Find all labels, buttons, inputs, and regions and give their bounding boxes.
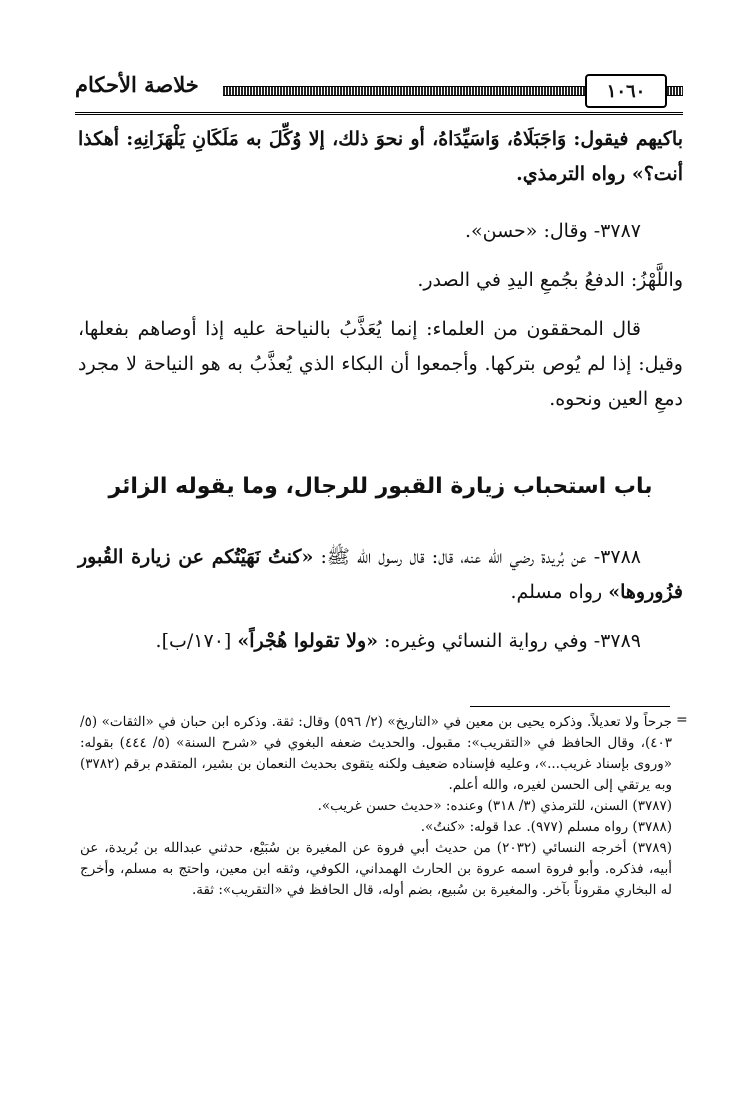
hadith-3789	[78, 624, 683, 659]
footnote: جرحاً ولا تعديلاً. وذكره يحيى بن معين في «التاريخ» (٢/ ٥٩٦) وقال: ثقة. وذكره ابن حبان في «الثقات» (٥/ ٤٠٣)، وقال الحافظ في «التقريب»: مقبول. والحديث ضعفه البغوي في «شرح السنة» (٥/ ٤٤٤) بقوله: «وروى بإسناد غريب...»، وعليه فإسناده ضعيف ولكنه يتقوى بحديث النعمان بن بشير، المتقدم برقم (٣٧٨٢) وبه يرتقي إلى الحسن لغيره، والله أعلم.	[80, 714, 672, 793]
footnote-continuation-mark: =	[676, 712, 688, 728]
footnote: (٣٧٨٩) أخرجه النسائي (٢٠٣٢) من حديث أبي فروة عن المغيرة بن سُبَيْع، حدثني عبدالله بن بُريدة، عن أبيه، فذكره. وأبو فروة اسمه عروة بن الحارث الهمداني، الكوفي، وثقه ابن معين، واحتج به مسلم، وأخرج له البخاري مقروناً بآخر. والمغيرة بن سُبيع، بضم أوله، قال الحافظ في «التقريب»: ثقة.	[80, 840, 672, 898]
hadith-prefix: ٣٧٨٨- عن بُريدة رضي الله عنه، قال: قال رسول الله ﷺ:	[313, 546, 641, 568]
running-title: خلاصة الأحكام	[75, 72, 199, 97]
hadith-quote: «كنتُ نَهَيْتُكم عن زيارة القُبور فزُوروها»	[78, 546, 683, 603]
hadith-suffix: [١٧٠/ب].	[155, 630, 238, 652]
hadith-suffix: رواه مسلم.	[510, 581, 609, 603]
main-text	[78, 122, 683, 417]
hadith-prefix: ٣٧٨٩- وفي رواية النسائي وغيره:	[378, 630, 641, 652]
paragraph-text: باكيهم فيقول: وَاجَبَلَاهُ، وَاسَيِّدَاهُ، أو نحوَ ذلك، إلا وُكِّلَ به مَلَكَانِ يَلْهَزَانِهِ: أهكذا أنت؟» رواه الترمذي.	[78, 128, 683, 185]
definition-paragraph: واللَّهْزُ: الدفعُ بجُمعِ اليدِ في الصدر.	[417, 269, 683, 291]
paragraph	[78, 122, 683, 192]
page-header	[75, 68, 683, 108]
hadith-grade: ٣٧٨٧- وقال: «حسن».	[464, 220, 641, 242]
footnote: (٣٧٨٧) السنن، للترمذي (٣/ ٣١٨) وعنده: «حديث حسن غريب».	[317, 798, 672, 814]
chapter-heading: باب استحباب زيارة القبور للرجال، وما يقوله الزائر	[108, 474, 653, 499]
scholars-paragraph: قال المحققون من العلماء: إنما يُعَذَّبُ بالنياحة عليه إذا أوصاهم بفعلها، وقيل: إذا لم يُوص بتركها. وأجمعوا أن البكاء الذي يُعذَّبُ به هو النياحة لا مجرد دمعِ العين ونحوه.	[78, 318, 683, 410]
footnote-separator	[470, 706, 670, 707]
footnote: (٣٧٨٨) رواه مسلم (٩٧٧). عدا قوله: «كنتُ».	[420, 819, 672, 835]
header-rule	[75, 112, 683, 115]
hadith-3788	[78, 540, 683, 610]
hadith-section	[78, 540, 683, 659]
page-number: ١٠٦٠	[585, 74, 667, 108]
footnotes	[80, 712, 672, 901]
hadith-quote: «ولا تقولوا هُجْراً»	[237, 630, 378, 652]
